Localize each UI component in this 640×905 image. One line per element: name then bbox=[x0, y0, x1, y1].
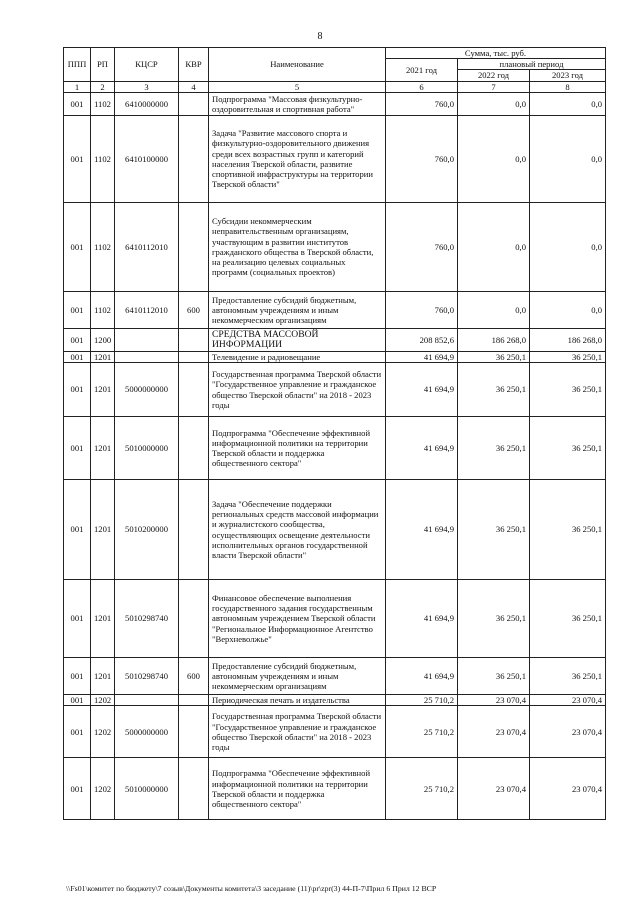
cell-rp: 1201 bbox=[91, 363, 115, 417]
cell-name: Предоставление субсидий бюджетным, автономным учреждениям и иным некоммерческим организациям bbox=[209, 291, 386, 328]
cell-2023: 36 250,1 bbox=[530, 480, 606, 580]
col-num: 5 bbox=[209, 81, 386, 92]
cell-kvr bbox=[179, 363, 209, 417]
cell-kcsr: 5010200000 bbox=[115, 480, 179, 580]
cell-kvr bbox=[179, 92, 209, 115]
col-num: 2 bbox=[91, 81, 115, 92]
cell-rp: 1102 bbox=[91, 202, 115, 291]
cell-2023: 23 070,4 bbox=[530, 706, 606, 758]
header-year-2021: 2021 год bbox=[386, 59, 458, 81]
cell-2022: 0,0 bbox=[458, 291, 530, 328]
cell-2022: 36 250,1 bbox=[458, 580, 530, 658]
cell-2021: 208 852,6 bbox=[386, 328, 458, 351]
cell-2022: 36 250,1 bbox=[458, 351, 530, 362]
header-rp: РП bbox=[91, 48, 115, 82]
cell-ppp: 001 bbox=[64, 417, 91, 480]
cell-name: Телевидение и радиовещание bbox=[209, 351, 386, 362]
cell-2022: 36 250,1 bbox=[458, 417, 530, 480]
cell-2022: 186 268,0 bbox=[458, 328, 530, 351]
cell-2022: 0,0 bbox=[458, 202, 530, 291]
cell-2021: 25 710,2 bbox=[386, 706, 458, 758]
cell-ppp: 001 bbox=[64, 480, 91, 580]
cell-2023: 36 250,1 bbox=[530, 363, 606, 417]
table-header bbox=[64, 48, 606, 93]
cell-name: Подпрограмма "Массовая физкультурно-оздоровительная и спортивная работа" bbox=[209, 92, 386, 115]
cell-kvr: 600 bbox=[179, 658, 209, 695]
cell-rp: 1202 bbox=[91, 706, 115, 758]
header-name: Наименование bbox=[209, 48, 386, 82]
cell-name: Подпрограмма "Обеспечение эффективной информационной политики на территории Тверской области и поддержка общественного сектора" bbox=[209, 417, 386, 480]
header-sum: Сумма, тыс. руб. bbox=[386, 48, 606, 59]
cell-kcsr: 5000000000 bbox=[115, 363, 179, 417]
cell-2023: 0,0 bbox=[530, 202, 606, 291]
table-row bbox=[64, 706, 606, 758]
col-num: 7 bbox=[458, 81, 530, 92]
cell-2021: 25 710,2 bbox=[386, 695, 458, 706]
cell-2023: 0,0 bbox=[530, 115, 606, 202]
header-planned-period: плановый период bbox=[458, 59, 606, 70]
table-row bbox=[64, 695, 606, 706]
cell-2022: 23 070,4 bbox=[458, 695, 530, 706]
cell-2021: 41 694,9 bbox=[386, 363, 458, 417]
cell-2023: 36 250,1 bbox=[530, 658, 606, 695]
cell-kcsr: 6410112010 bbox=[115, 202, 179, 291]
cell-2023: 0,0 bbox=[530, 92, 606, 115]
column-number-row bbox=[64, 81, 606, 92]
table-row bbox=[64, 417, 606, 480]
table-row bbox=[64, 580, 606, 658]
cell-kvr bbox=[179, 328, 209, 351]
cell-rp: 1102 bbox=[91, 291, 115, 328]
col-num: 6 bbox=[386, 81, 458, 92]
cell-2021: 41 694,9 bbox=[386, 351, 458, 362]
cell-rp: 1201 bbox=[91, 580, 115, 658]
cell-kvr bbox=[179, 480, 209, 580]
cell-2023: 36 250,1 bbox=[530, 417, 606, 480]
cell-kcsr: 5010000000 bbox=[115, 417, 179, 480]
table-row bbox=[64, 480, 606, 580]
table-row bbox=[64, 328, 606, 351]
cell-ppp: 001 bbox=[64, 202, 91, 291]
table-row bbox=[64, 115, 606, 202]
cell-name: Государственная программа Тверской области "Государственное управление и гражданское общество Тверской области" на 2018 - 2023 годы bbox=[209, 706, 386, 758]
cell-kcsr bbox=[115, 328, 179, 351]
cell-name: Подпрограмма "Обеспечение эффективной информационной политики на территории Тверской области и поддержка общественного сектора" bbox=[209, 758, 386, 820]
cell-kvr bbox=[179, 706, 209, 758]
table-row bbox=[64, 92, 606, 115]
table-body bbox=[64, 92, 606, 819]
table-row bbox=[64, 658, 606, 695]
cell-name: Финансовое обеспечение выполнения государственного задания государственным автономным учреждением Тверской области "Региональное Информационное Агентство "Верхневолжье" bbox=[209, 580, 386, 658]
table-row bbox=[64, 291, 606, 328]
page-number: 8 bbox=[317, 31, 323, 42]
cell-ppp: 001 bbox=[64, 92, 91, 115]
cell-kvr bbox=[179, 202, 209, 291]
cell-rp: 1102 bbox=[91, 115, 115, 202]
cell-ppp: 001 bbox=[64, 328, 91, 351]
header-kvr: КВР bbox=[179, 48, 209, 82]
cell-2022: 0,0 bbox=[458, 92, 530, 115]
cell-rp: 1201 bbox=[91, 351, 115, 362]
header-kcsr: КЦСР bbox=[115, 48, 179, 82]
cell-2022: 36 250,1 bbox=[458, 658, 530, 695]
cell-kcsr: 6410112010 bbox=[115, 291, 179, 328]
cell-name: Предоставление субсидий бюджетным, автономным учреждениям и иным некоммерческим организациям bbox=[209, 658, 386, 695]
cell-2023: 0,0 bbox=[530, 291, 606, 328]
cell-2022: 36 250,1 bbox=[458, 480, 530, 580]
cell-name: СРЕДСТВА МАССОВОЙ ИНФОРМАЦИИ bbox=[209, 328, 386, 351]
table-row bbox=[64, 202, 606, 291]
col-num: 4 bbox=[179, 81, 209, 92]
cell-kvr bbox=[179, 417, 209, 480]
cell-rp: 1200 bbox=[91, 328, 115, 351]
cell-kcsr: 6410000000 bbox=[115, 92, 179, 115]
cell-2023: 23 070,4 bbox=[530, 758, 606, 820]
cell-name: Задача "Обеспечение поддержки региональных средств массовой информации и журналистского сообщества, осуществляющих освещение деятельности исполнительных органов государственной власти Тверской области" bbox=[209, 480, 386, 580]
cell-kvr: 600 bbox=[179, 291, 209, 328]
cell-2021: 41 694,9 bbox=[386, 580, 458, 658]
cell-ppp: 001 bbox=[64, 363, 91, 417]
header-ppp: ППП bbox=[64, 48, 91, 82]
cell-kcsr bbox=[115, 695, 179, 706]
cell-2023: 36 250,1 bbox=[530, 351, 606, 362]
cell-rp: 1201 bbox=[91, 658, 115, 695]
cell-kcsr: 5000000000 bbox=[115, 706, 179, 758]
table-row bbox=[64, 363, 606, 417]
cell-rp: 1202 bbox=[91, 758, 115, 820]
cell-2021: 760,0 bbox=[386, 115, 458, 202]
cell-ppp: 001 bbox=[64, 351, 91, 362]
cell-ppp: 001 bbox=[64, 658, 91, 695]
cell-kcsr: 5010298740 bbox=[115, 658, 179, 695]
cell-name: Субсидии некоммерческим неправительственным организациям, участвующим в развитии институтов гражданского общества в Тверской области, на реализацию целевых социальных программ (социальных проектов) bbox=[209, 202, 386, 291]
cell-rp: 1202 bbox=[91, 695, 115, 706]
cell-2022: 23 070,4 bbox=[458, 758, 530, 820]
cell-name: Задача "Развитие массового спорта и физкультурно-оздоровительного движения среди всех возрастных групп и категорий населения Тверской области, развитие спортивной инфраструктуры на территории Тверской области" bbox=[209, 115, 386, 202]
cell-rp: 1102 bbox=[91, 92, 115, 115]
col-num: 1 bbox=[64, 81, 91, 92]
cell-ppp: 001 bbox=[64, 706, 91, 758]
col-num: 3 bbox=[115, 81, 179, 92]
cell-2022: 0,0 bbox=[458, 115, 530, 202]
cell-kvr bbox=[179, 695, 209, 706]
cell-2021: 25 710,2 bbox=[386, 758, 458, 820]
cell-2022: 36 250,1 bbox=[458, 363, 530, 417]
table-row bbox=[64, 351, 606, 362]
cell-2022: 23 070,4 bbox=[458, 706, 530, 758]
cell-ppp: 001 bbox=[64, 695, 91, 706]
cell-2021: 41 694,9 bbox=[386, 658, 458, 695]
cell-ppp: 001 bbox=[64, 580, 91, 658]
cell-rp: 1201 bbox=[91, 480, 115, 580]
cell-kvr bbox=[179, 580, 209, 658]
header-year-2023: 2023 год bbox=[530, 70, 606, 81]
cell-rp: 1201 bbox=[91, 417, 115, 480]
cell-kcsr: 5010000000 bbox=[115, 758, 179, 820]
cell-2021: 41 694,9 bbox=[386, 480, 458, 580]
file-path-footer: \\Fs01\комитет по бюджету\7 созыв\Документы комитета\3 заседание (11)\pr\zpr(3) 44-П-7\Прил 6 Прил 12 ВСР bbox=[66, 884, 437, 893]
cell-2023: 23 070,4 bbox=[530, 695, 606, 706]
col-num: 8 bbox=[530, 81, 606, 92]
cell-ppp: 001 bbox=[64, 758, 91, 820]
cell-2023: 186 268,0 bbox=[530, 328, 606, 351]
cell-ppp: 001 bbox=[64, 115, 91, 202]
table-row bbox=[64, 758, 606, 820]
cell-kvr bbox=[179, 115, 209, 202]
cell-2023: 36 250,1 bbox=[530, 580, 606, 658]
cell-kvr bbox=[179, 758, 209, 820]
cell-kcsr: 5010298740 bbox=[115, 580, 179, 658]
cell-name: Периодическая печать и издательства bbox=[209, 695, 386, 706]
cell-kvr bbox=[179, 351, 209, 362]
cell-kcsr: 6410100000 bbox=[115, 115, 179, 202]
cell-ppp: 001 bbox=[64, 291, 91, 328]
cell-name: Государственная программа Тверской области "Государственное управление и гражданское общество Тверской области" на 2018 - 2023 годы bbox=[209, 363, 386, 417]
cell-kcsr bbox=[115, 351, 179, 362]
budget-table bbox=[63, 47, 606, 820]
cell-2021: 760,0 bbox=[386, 92, 458, 115]
header-year-2022: 2022 год bbox=[458, 70, 530, 81]
cell-2021: 41 694,9 bbox=[386, 417, 458, 480]
cell-2021: 760,0 bbox=[386, 202, 458, 291]
cell-2021: 760,0 bbox=[386, 291, 458, 328]
